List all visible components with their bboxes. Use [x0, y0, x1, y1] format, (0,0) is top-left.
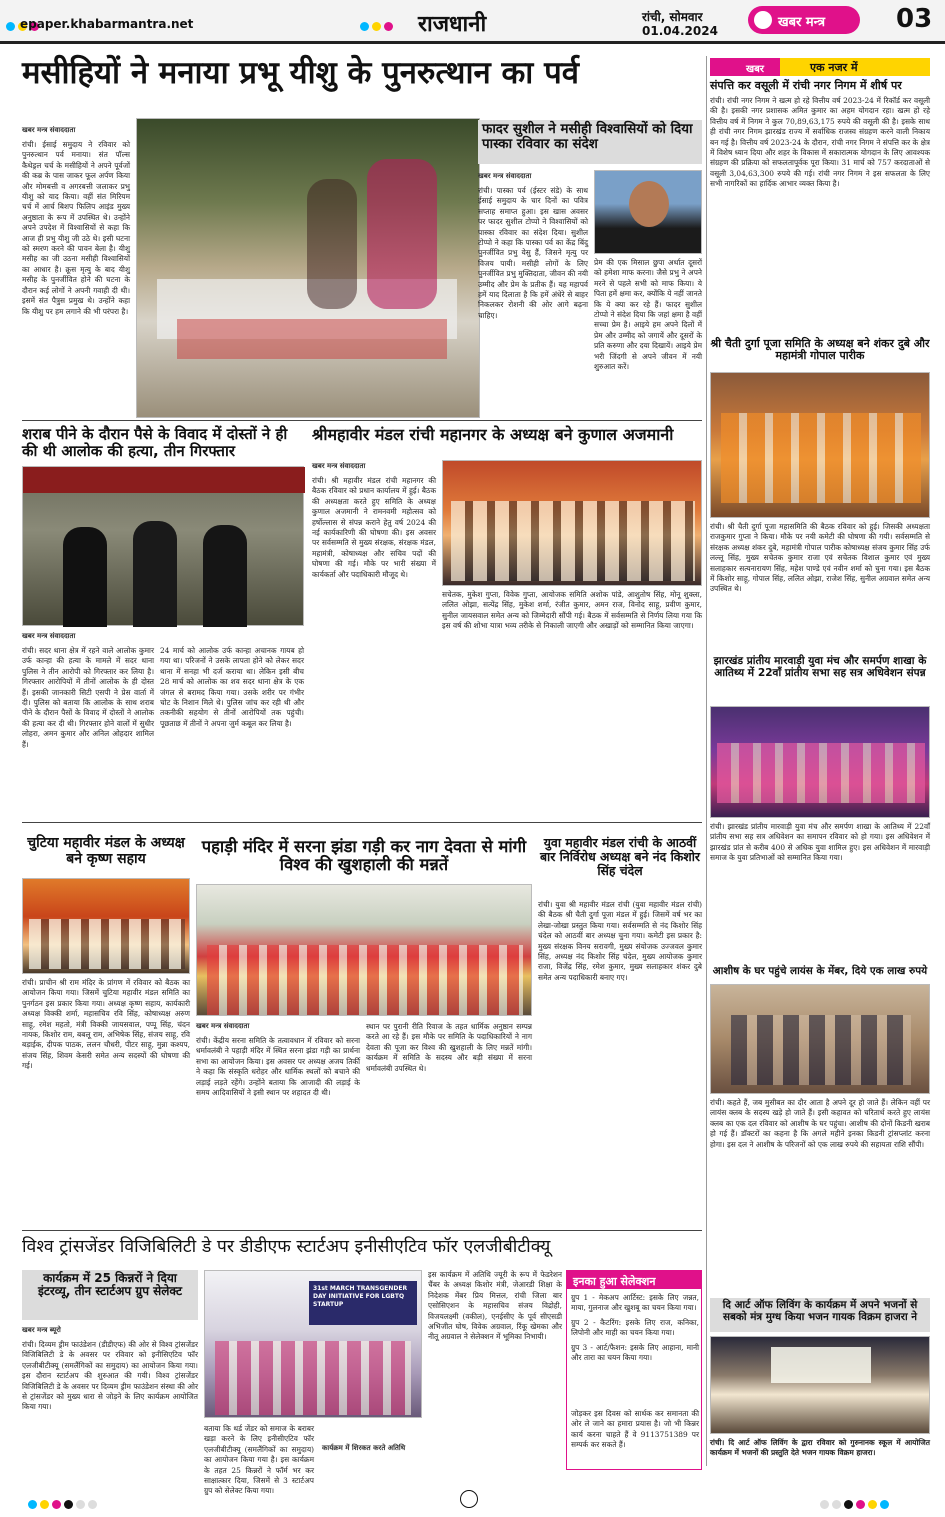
lead-headline: मसीहियों ने मनाया प्रभू यीशु के पुनरुत्थान का पर्व — [22, 55, 579, 91]
aol-headline-box — [710, 1298, 930, 1332]
brand-name: खबर मन्त्र — [778, 15, 826, 30]
tg-banner-text: 31st MARCH TRANSGENDER DAY INITIATIVE FOR LGBTQ STARTUP — [313, 1285, 408, 1308]
selection-item-3: ग्रुप 3 - आर्ट/फैशन: इसके लिए आहाना, मानी और तारा का चयन किया गया। — [571, 1342, 699, 1363]
sharab-body-2: 24 मार्च को आलोक उर्फ कान्हा अचानक गायब हो गया था। परिजनों ने उसके लापता होने को लेकर सदर थाना में सनहा भी दर्ज कराया था। लेकिन इसी बीच 28 मार्च को आलोक का शव सदर थाना क्षेत्र के एक जंगल से बरामद किया गया। उसके शरीर पर गंभीर चोट के निशान मिले थे। पुलिस जांच कर रही थी और तकनीकी सहयोग से तीनों आरोपियों तक पहुंची। पूछताछ में तीनों ने अपना जुर्म कबूल कर लिया है। — [160, 646, 304, 728]
selection-item-1: ग्रुप 1 - मेकअप आर्टिस्ट: इसके लिए जन्नत, माया, गुलनाज और खुशबू का चयन किया गया। — [571, 1293, 699, 1313]
marwadi-headline: झारखंड प्रांतीय मारवाड़ी युवा मंच और समर्पण शाखा के आतिथ्य में 22वाँ प्रांतीय सभा सह सत्र अधिवेशन संपन्न — [713, 655, 927, 679]
pahadi-byline: खबर मन्त्र संवाददाता — [196, 1022, 250, 1030]
nazar-tag — [710, 58, 780, 76]
chaiti-photo — [710, 372, 930, 518]
father-body: रांची। पास्का पर्व (ईस्टर संडे) के साथ ईसाई समुदाय के चार दिनों का पवित्र सप्ताह समाप्त हुआ। इस खास अवसर पर फादर सुशील टोप्पो ने विश्वासियों को पास्का रविवार का संदेश दिया। सुशील टोप्पो ने कहा कि पास्का पर्व का केंद्र बिंदु पुनर्जीवित प्रभु येसु हैं, जिसने मृत्यु पर विजय पायी। मसीही लोगों के लिए पुनर्जीवित प्रभु मुक्तिदाता, जीवन की नयी उम्मीद और प्रेम के प्रतीक हैं। यह महापर्व हमें याद दिलाता है कि हमें अंधेरे से बाहर निकलकर रोशनी की ओर आगे बढ़ना चाहिए। — [478, 186, 588, 320]
father-photo — [594, 170, 702, 254]
tg-photo — [204, 1270, 422, 1418]
issue-date: 01.04.2024 — [642, 24, 718, 38]
chutia-photo — [22, 878, 190, 974]
pahadi-photo — [196, 884, 532, 1016]
aol-caption: रांची। दि आर्ट ऑफ लिविंग के द्वारा रविवार को गुरुनानक स्कूल में आयोजित कार्यक्रम में भजनों की प्रस्तुति देते भजन गायक विक्रम हाजरा। — [710, 1438, 930, 1458]
selection-title: इनका हुआ सेलेक्शन — [573, 1275, 656, 1288]
lead-byline: खबर मन्त्र संवाददाता — [22, 126, 76, 134]
selection-note: जोड़कर इस दिवस को सार्थक कर समानता की ओर ले जाने का हमारा प्रयास है। जो भी किन्नर कार्य करना चाहते हैं वे 9113751389 पर सम्पर्क कर सकते हैं। — [571, 1409, 699, 1450]
lead-body: रांची। ईसाई समुदाय ने रविवार को पुनरुत्थान पर्व मनाया। संत पॉल्स कैथेड्रल चर्च के मसीहियों ने अपने पूर्वजों की कब्र के पास जाकर फूल अर्पण किया और मोमबत्ती व अगरबत्ती जलाकर प्रभु यीशु को याद किया। वहीं संत मिरियम चर्च में आर्च बिशप फिलिप आइंड मुख्य अनुष्ठाता के रूप में उपस्थित थे। उन्होंने अपने उपदेश में विश्वासियों से कहा कि आज ही प्रभु यीशु जी उठे थे। इसी घटना को स्मरण करने की पावन बेला है। यीशु मसीह का जी उठना मसीही विश्वासियों का आधार है। क्रूस मृत्यु के बाद यीशु मसीह के पुनर्जीवित होने की घटना के दौरान कई लोगों ने अपनी गवाही दी थी। इसमें संत पैत्रुस प्रमुख थे। उन्होंने कहा कि यीशु पर हम लगाने की भी परंपरा है। — [22, 140, 130, 316]
footer-dots-right — [820, 1494, 892, 1513]
marwadi-body: रांची। झारखंड प्रांतीय मारवाड़ी युवा मंच और समर्पण शाखा के आतिथ्य में 22वाँ प्रांतीय सभा सह सत्र अधिवेशन का समापन रविवार को हो गया। इस अधिवेशन में झारखंड प्रांत से करीब 400 से अधिक युवा शामिल हुए। इस अधिवेशन में मारवाड़ी समाज के युवा प्रतिभाओं को सम्मानित किया गया। — [710, 822, 930, 863]
father-headline: फादर सुशील ने मसीही विश्वासियों को दिया पास्का रविवार का संदेश — [482, 122, 693, 152]
chutia-body: रांची। प्राचीन श्री राम मंदिर के प्रांगण में रविवार को बैठक का आयोजन किया गया। जिसमें चुटिया महावीर मंडल समिति का पुनर्गठन इस प्रकार किया गया। अध्यक्ष कृष्ण सहाय, कार्यकारी अध्यक्ष विक्की शर्मा, महासचिव रवि सिंह, कोषाध्यक्ष अरुण साहू, रमेश महतो, मंत्री विक्की जायसवाल, पप्पू सिंह, चंदन नायक, किशोर राम, बबलू राम, अभिषेक सिंह, संजय साहू, रवि बड़ाईक, दीपक पाठक, ललन चौधरी, पीटर साहू, मुन्ना कश्यप, संजय सिंह, शिवम केसरी समेत अन्य सदस्यों की घोषणा की गई। — [22, 978, 190, 1071]
aashish-photo — [710, 984, 930, 1094]
marwadi-photo — [710, 706, 930, 818]
tg-banner — [309, 1281, 417, 1325]
chaiti-headline: श्री चैती दुर्गा पूजा समिति के अध्यक्ष बने शंकर दुबे और महामंत्री गोपाल पारीक — [710, 337, 930, 363]
ek-nazar-header — [710, 58, 930, 76]
selection-box — [566, 1270, 702, 1470]
pahadi-body: रांची। केंद्रीय सरना समिति के तत्वावधान में रविवार को सरना धर्मावलंबी ने पहाड़ी मंदिर में स्थित सरना झंडा गड़ी का प्रार्थना सभा का आयोजन किया। इस अवसर पर अध्यक्ष अजय तिर्की ने कहा कि संस्कृति धरोहर और धार्मिक स्थलों को बचाने की लड़ाई लड़ते रहेंगे। उन्होंने बताया कि आजादी की लड़ाई के समय आदिवासियों ने इसी स्थान पर शहादत दी थी। — [196, 1036, 360, 1098]
tg-body-2: बताया कि थर्ड जेंडर को समाज के बराबर खड़ा करने के लिए इनीसीएटिव फॉर एलजीबीटीक्यू (समलैंगिकों का समुदाय) का आयोजन किया गया है। इस कार्यक्रम के तहत 25 किन्नरों ने फॉर्म भर कर साक्षात्कार दिया, जिसमें से 3 स्टार्टअप ग्रुप को सेलेक्ट किया गया। — [204, 1424, 314, 1496]
nandkishor-body: रांची। युवा श्री महावीर मंडल रांची (युवा महावीर मंडल रांची) की बैठक श्री चैती दुर्गा पूजा मंडल में हुई। जिसमें वर्ष भर का लेखा-जोखा प्रस्तुत किया गया। सर्वसम्मति से नंद किशोर सिंह चंदेल को आठवीं बार अध्यक्ष चुना गया। कमेटी इस प्रकार है: मुख्य संरक्षक विनय सरावगी, मुख्य संयोजक उज्जवल कुमार सिंह, अध्यक्ष नंद किशोर सिंह चंदेल, मुख्य आयोजक कुमार राजा, विजेंद्र सिंह, रमेश कुमार, मुख्य सलाहकार शंकर दुबे समेत अन्य पदाधिकारी बनाए गए। — [538, 900, 702, 982]
registration-mark-icon — [460, 1490, 478, 1508]
tg-sub: कार्यक्रम में 25 किन्नरों ने दिया इंटरव्यू, तीन स्टार्टअप ग्रुप सेलेक्ट — [37, 1271, 183, 1299]
pahadi-body-2: स्थान पर पुरानी रीति रिवाज के तहत धार्मिक अनुष्ठान सम्पन्न करते आ रहे हैं। इस मौके पर समिति के पदाधिकारियों ने नाग देवता की पूजा कर विश्व की खुशहाली के लिए मन्नतें मांगी। कार्यक्रम में समिति के सदस्य और बड़ी संख्या में सरना धर्मावलंबी उपस्थित थे। — [366, 1022, 532, 1073]
tg-byline: खबर मन्त्र ब्यूरो — [22, 1326, 61, 1334]
nazar-tag-label: खबर — [746, 64, 764, 75]
father-headline-box — [478, 120, 702, 164]
father-byline: खबर मन्त्र संवाददाता — [478, 172, 532, 180]
nazar-title: एक नजर में — [810, 61, 858, 74]
tg-headline: विश्व ट्रांसजेंडर विजिबिलिटी डे पर डीडीएफ स्टार्टअप इनीसीएटिव फॉर एलजीबीटीक्यू — [22, 1237, 551, 1257]
footer-bar — [0, 1480, 945, 1517]
city-day: रांची, सोमवार — [642, 10, 703, 24]
mahavir-body: रांची। श्री महावीर मंडल रांची महानगर की बैठक रविवार को प्रधान कार्यालय में हुई। बैठक की अध्यक्षता करते हुए समिति के अध्यक्ष कुणाल अजमानी ने रामनवमी महोत्सव को हर्षोल्लास से संपन्न कराने हेतु वर्ष 2024 की नई कार्यकारिणी की घोषणा की। इस अवसर पर सर्वसम्मति से मुख्य संरक्षक, संरक्षक मंडल, महामंत्री, कोषाध्यक्ष और सचिव पदों की घोषणा की गई। मौके पर भारी संख्या में कार्यकर्ता और पदाधिकारी मौजूद थे। — [312, 476, 436, 579]
mahavir-headline: श्रीमहावीर मंडल रांची महानगर के अध्यक्ष बने कुणाल अजमानी — [312, 425, 674, 444]
nazar-headline: संपत्ति कर वसूली में रांची नगर निगम में शीर्ष पर — [710, 79, 902, 92]
footer-dots-left — [28, 1494, 100, 1513]
father-body-2: प्रेम की एक मिसाल छुपा अर्थात दूसरों को हमेशा माफ करना। जैसे प्रभु ने अपने मरने से पहले सभी को माफ किया। ये पिता हमें क्षमा कर, क्योंकि ये नहीं जानते कि ये क्या कर रहे हैं। फादर सुशील टोप्पो ने संदेश दिया कि जहां क्षमा है वहीं सच्चा प्रेम है। आइये हम अपने दिलों में प्रेम और उम्मीद को जगायें और दूसरों के प्रति करुणा और दया दिखायें। आइये प्रेम भरी जिंदगी से अपने जीवन में नयी शुरुआत करें। — [594, 258, 702, 372]
aol-photo — [710, 1336, 930, 1434]
sharab-byline: खबर मन्त्र संवाददाता — [22, 632, 76, 640]
sharab-body: रांची। सदर थाना क्षेत्र में रहने वाले आलोक कुमार उर्फ कान्हा की हत्या के मामले में सदर थाना पुलिस ने तीन आरोपी को गिरफ्तार कर लिया है। गिरफ्तार आरोपियों में तीनों आलोक के ही दोस्त हैं। इसकी जानकारी सिटी एसपी ने प्रेस वार्ता में दी। पुलिस को बताया कि आलोक के साथ शराब पीने के दौरान पैसों के विवाद में दोस्तों ने आलोक की हत्या कर दी थी। गिरफ्तार होने वालों में सुधीर लोहरा, अमन कुमार और अनिल ओहदार शामिल हैं। — [22, 646, 154, 749]
nandkishor-headline: युवा महावीर मंडल रांची के आठवीं बार निर्विरोध अध्यक्ष बने नंद किशोर सिंह चंदेल — [539, 835, 701, 878]
masthead — [0, 0, 945, 44]
lead-photo — [136, 118, 480, 418]
selection-item-2: ग्रुप 2 - कैटरिंग: इसके लिए राज, कनिका, लिपोनी और माही का चयन किया गया। — [571, 1317, 699, 1338]
tg-body-3: इस कार्यक्रम में अतिथि ज्यूरी के रूप में फेडरेशन चैंबर के अध्यक्ष किशोर मंत्री, जेआरडी शिक्षा के निदेशक मेंबर प्रिय मित्तल, रांची जिला बार एसोसिएशन के महासचिव संजय विद्रोही, विजयलक्ष्मी (वकील), एनईसीए के पूर्व सीएसडी अभिजीत घोष, विवेक अग्रवाल, रिंकू खेमका और नीतू अग्रवाल ने सेलेक्शन में भूमिका निभायी। — [428, 1270, 562, 1342]
brand-badge — [748, 6, 860, 34]
selection-list — [571, 1293, 699, 1367]
mahavir-body-2: सचेतक, मुकेश गुप्ता, विवेक गुप्ता, आयोजक समिति अशोक पांडे, आशुतोष सिंह, मोनू शुक्ला, ललित ओझा, सत्येंद्र सिंह, मुकेश शर्मा, रंजीत कुमार, अमन राज, विनोद साहू, प्रवीण कुमार, सुनील जायसवाल समेत अन्य को जिम्मेदारी सौंपी गई। बैठक में सर्वसम्मति से निर्णय लिया गया कि इस वर्ष की शोभा यात्रा भव्य तरीके से निकाली जाएगी और अखाड़ों को सम्मानित किया जाएगा। — [442, 590, 702, 631]
aashish-headline: आशीष के घर पहुंचे लायंस के मेंबर, दिये एक लाख रुपये — [712, 965, 928, 977]
sharab-headline: शराब पीने के दौरान पैसे के विवाद में दोस्तों ने ही की थी आलोक की हत्या, तीन गिरफ्तार — [22, 425, 288, 460]
brand-logo-icon — [754, 11, 772, 29]
pahadi-headline: पहाड़ी मंदिर में सरना झंडा गड़ी कर नाग देवता से मांगी विश्व की खुशहाली की मन्नतें — [201, 837, 527, 875]
mahavir-photo — [442, 460, 702, 586]
chutia-headline: चुटिया महावीर मंडल के अध्यक्ष बने कृष्ण सहाय — [27, 835, 185, 867]
section-name: राजधानी — [418, 12, 487, 37]
sharab-photo — [22, 466, 304, 626]
masthead-dots-2 — [360, 16, 396, 35]
tg-sub-box — [22, 1270, 198, 1320]
chaiti-body: रांची। श्री चैती दुर्गा पूजा महासमिति की बैठक रविवार को हुई। जिसकी अध्यक्षता राजकुमार गुप्ता ने किया। मौके पर नयी कमेटी की घोषणा की गयी। सर्वसम्मति से संरक्षक अध्यक्ष शंकर दुबे, महामंत्री गोपाल पारीक कोषाध्यक्ष संजय कुमार सिंह उर्फ लल्लू सिंह, मुख्य सचेतक कुमार राजा एवं सचेतक विशाल कुमार एवं मुख्य सलाहकार सत्यनारायण सिंह, महेश पाण्डे एवं नवीन शर्मा को चुना गया। इस बैठक में किशोर साहू, गोपाल सिंह, ललित ओझा, राजेश सिंह, सुनील अग्रवाल समेत अन्य उपस्थित थे। — [710, 522, 930, 594]
mahavir-byline: खबर मन्त्र संवाददाता — [312, 462, 366, 470]
selection-title-bar — [567, 1271, 701, 1289]
aol-headline: दि आर्ट ऑफ लिविंग के कार्यक्रम में अपने भजनों से सबको मंत्र मुग्ध किया भजन गायक विक्रम हाजरा ने — [722, 1299, 918, 1323]
tg-caption: कार्यक्रम में शिरकत करते अतिथि — [322, 1444, 406, 1452]
aashish-body: रांची। कहते हैं, जब मुसीबत का दौर आता है अपने दूर हो जाते हैं। लेकिन वहीं पर लायंस क्लब के सदस्य खड़े हो जाते हैं। इसी कहावत को चरितार्थ करते हुए लायंस क्लब का एक दल रविवार को आशीष के घर पहुंचा। आशीष की दोनों किडनी खराब हो गई हैं। डॉक्टरों का कहना है कि अगले महीने इनका किडनी ट्रांसप्लांट करना होगा। इस दल ने आशीष के परिजनों को एक लाख रुपये की सहायता राशि सौंपी। — [710, 1098, 930, 1149]
nazar-body: रांची। रांची नगर निगम ने खत्म हो रहे वित्तीय वर्ष 2023-24 में रिकॉर्ड कर वसूली की है। इसकी नगर प्रशासक अमित कुमार का अहम योगदान रहा। खत्म हो रहे वित्तीय वर्ष में निगम ने कुल 70,89,63,175 रुपये की वसूली की है। इसके साथ ही रांची नगर निगम झारखंड राज्य में सर्वाधिक राजस्व संग्रहण करने वाली निकाय बन गई है। वित्तीय वर्ष 2023-24 के दौरान, रांची नगर निगम ने संपत्ति कर के क्षेत्र में विशेष ध्यान दिया और शहर के विकास में सकारात्मक योगदान के लिए आवश्यक संग्रहण की प्रक्रिया को सफलतापूर्वक पूरा किया। 31 मार्च को 757 करदाताओं से वसूली 3,04,63,300 रुपये की गई। रांची नगर निगम ने इस सफलता के लिए सभी नागरिकों का हार्दिक आभार व्यक्त किया है। — [710, 96, 930, 189]
page-number: 03 — [896, 4, 933, 34]
tg-body: रांची। दिव्यम ड्रीम फाउंडेशन (डीडीएफ) की ओर से विश्व ट्रांसजेंडर विजिबिलिटी डे के अवसर पर रविवार को इनीसिएटिव फॉर एलजीबीटीक्यू (समलैंगिकों का समुदाय) का आयोजन किया गया। इस दौरान स्टार्टअप की शुरुआत की गयी। विश्व ट्रांसजेंडर विजिबिलिटी डे के अवसर पर दिव्यम ड्रीम फाउंडेशन संस्था की ओर से ट्रांसजेंडर को मुख्य धारा से जोड़ने के लिए कार्यक्रम आयोजित किया गया। — [22, 1340, 198, 1412]
site-url[interactable]: epaper.khabarmantra.net — [20, 17, 194, 31]
